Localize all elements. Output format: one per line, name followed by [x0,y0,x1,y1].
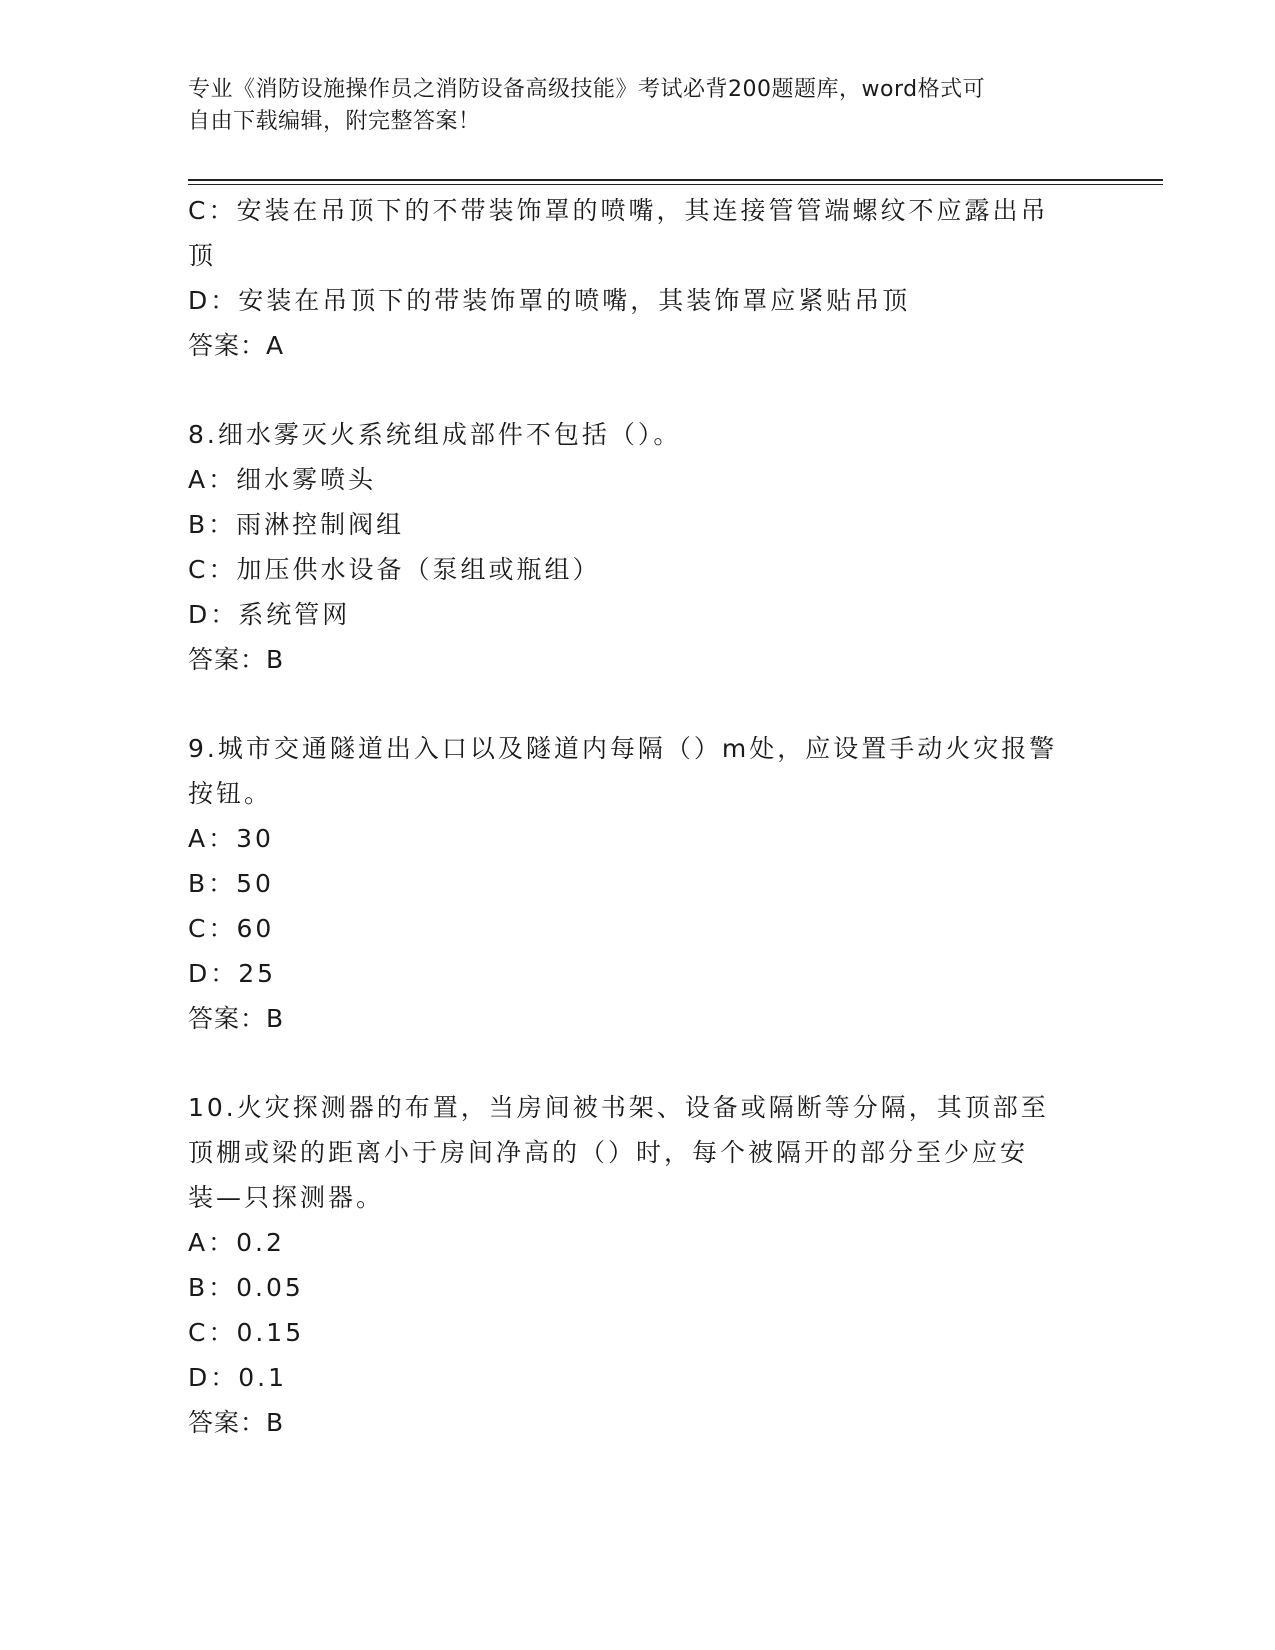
header-divider-thin [188,184,1163,185]
q10-option-b: B：0.05 [188,1273,304,1302]
q10-stem-line-2: 顶棚或梁的距离小于房间净高的（）时，每个被隔开的部分至少应安 [188,1138,1029,1167]
q10-stem-line-3: 装—只探测器。 [188,1183,385,1212]
header-title-line-2: 自由下载编辑，附完整答案！ [188,109,481,134]
header-title-line-1: 专业《消防设施操作员之消防设备高级技能》考试必背200题题库，word格式可 [188,77,986,102]
header-divider-thick [188,179,1163,181]
q8-option-b: B：雨淋控制阀组 [188,510,405,539]
q7-answer: 答案：A [188,331,285,360]
q9-option-c: C：60 [188,914,275,943]
q10-answer: 答案：B [188,1408,285,1437]
q7-option-c-line-2: 顶 [188,241,217,270]
q7-option-c-line-1: C：安装在吊顶下的不带装饰罩的喷嘴，其连接管管端螺纹不应露出吊 [188,196,1049,225]
q10-option-d: D：0.1 [188,1363,288,1392]
document-header [188,74,1088,138]
q8-option-d: D：系统管网 [188,600,351,629]
q8-option-c: C：加压供水设备（泵组或瓶组） [188,555,601,584]
q8-answer: 答案：B [188,645,285,674]
q9-option-a: A：30 [188,824,274,853]
q10-option-a: A：0.2 [188,1228,285,1257]
q8-option-a: A：细水雾喷头 [188,465,377,494]
q10-option-c: C：0.15 [188,1318,305,1347]
q7-option-d: D：安装在吊顶下的带装饰罩的喷嘴，其装饰罩应紧贴吊顶 [188,286,911,315]
q10-stem-line-1: 10.火灾探测器的布置，当房间被书架、设备或隔断等分隔，其顶部至 [188,1093,1049,1122]
q9-stem-line-2: 按钮。 [188,779,273,808]
q9-stem-line-1: 9.城市交通隧道出入口以及隧道内每隔（）m处，应设置手动火灾报警 [188,734,1058,763]
q9-option-d: D：25 [188,959,277,988]
q8-stem: 8.细水雾灭火系统组成部件不包括（）。 [188,420,682,449]
q9-answer: 答案：B [188,1004,285,1033]
q9-option-b: B：50 [188,869,274,898]
